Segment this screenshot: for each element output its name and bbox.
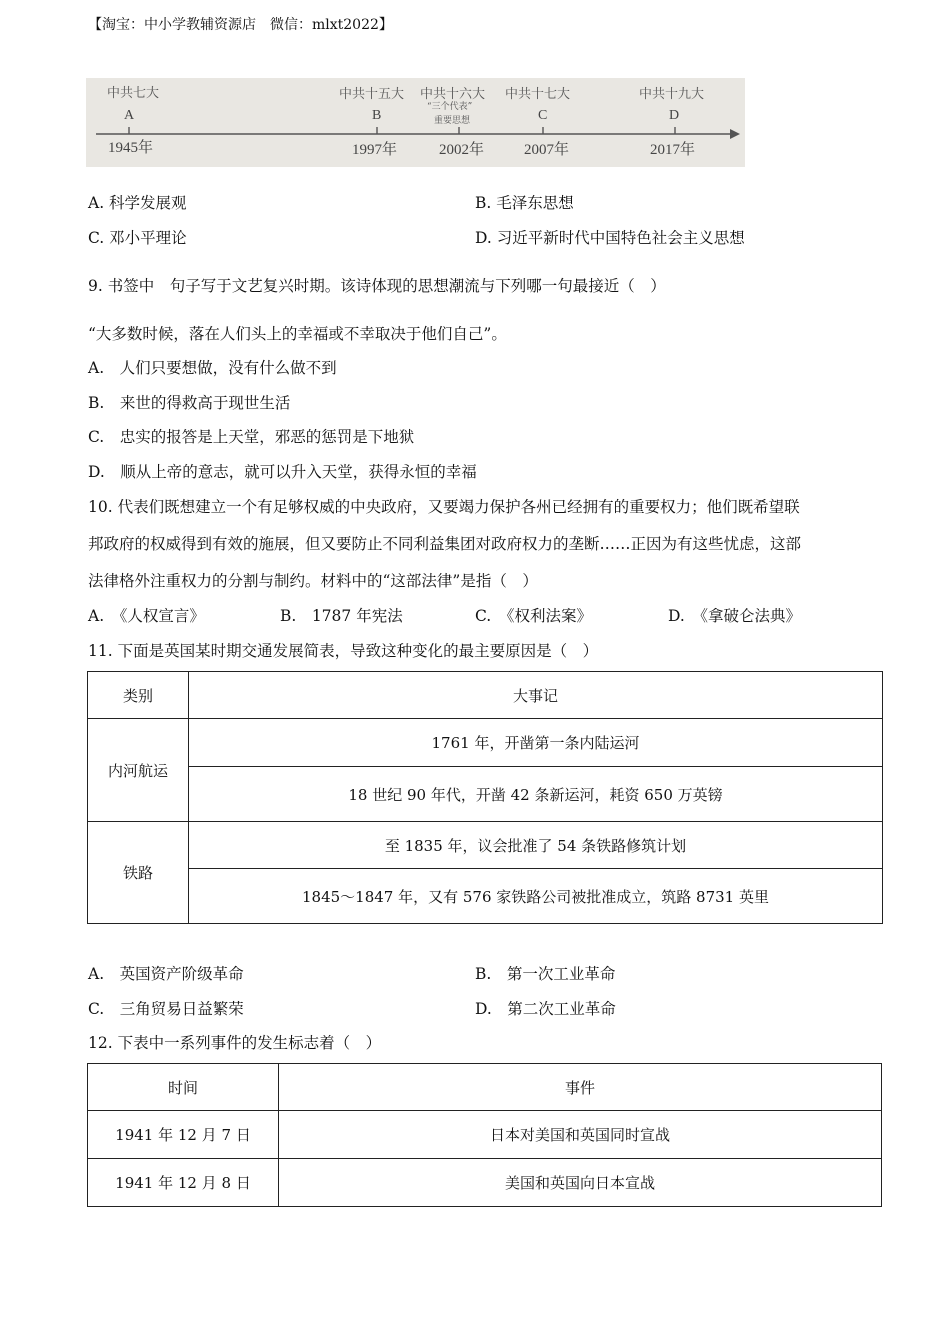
timeline-marker-c: C [538, 108, 548, 123]
q11-option-a[interactable]: A. 英国资产阶级革命 [88, 965, 244, 983]
timeline-label-19th: 中共十九大 [639, 87, 705, 102]
timeline-year-2002: 2002年 [439, 142, 485, 158]
q11-header-events: 大事记 [189, 672, 883, 719]
q12-row-event: 日本对美国和英国同时宣战 [279, 1111, 882, 1159]
q11-category-railway: 铁路 [88, 822, 189, 924]
q11-event-cell: 至 1835 年，议会批准了 54 条铁路修筑计划 [189, 822, 883, 869]
q12-table [87, 1063, 882, 1207]
q11-table [87, 671, 883, 924]
q11-option-b[interactable]: B. 第一次工业革命 [475, 965, 616, 983]
q8-option-b[interactable]: B. 毛泽东思想 [475, 194, 574, 212]
timeline-sub-important-thought: 重要思想 [434, 116, 471, 126]
q12-row-event: 美国和英国向日本宣战 [279, 1159, 882, 1207]
q10-option-c[interactable]: C. 《权利法案》 [475, 607, 592, 625]
q10-stem-line-1: 10. 代表们既想建立一个有足够权威的中央政府，又要竭力保护各州已经拥有的重要权力；他们既希望联 [88, 498, 800, 516]
page-header: 【淘宝：中小学教辅资源店 微信：mlxt2022】 [88, 17, 393, 33]
timeline-marker-a: A [124, 108, 135, 123]
timeline-marker-b: B [372, 108, 382, 123]
q11-stem: 11. 下面是英国某时期交通发展简表，导致这种变化的最主要原因是（ ） [88, 642, 599, 660]
q12-row-time: 1941 年 12 月 8 日 [88, 1159, 279, 1207]
timeline-year-1997: 1997年 [352, 142, 398, 158]
q8-option-c[interactable]: C. 邓小平理论 [88, 229, 187, 247]
q11-option-d[interactable]: D. 第二次工业革命 [475, 1000, 616, 1018]
q12-header-time: 时间 [88, 1064, 279, 1111]
q11-event-cell: 1845～1847 年，又有 576 家铁路公司被批准成立，筑路 8731 英里 [189, 869, 883, 924]
q12-header-event: 事件 [279, 1064, 882, 1111]
timeline-year-2017: 2017年 [650, 142, 696, 158]
q11-event-cell: 1761 年，开凿第一条内陆运河 [189, 719, 883, 767]
q10-option-b[interactable]: B. 1787 年宪法 [280, 607, 403, 625]
q12-stem: 12. 下表中一系列事件的发生标志着（ ） [88, 1034, 382, 1052]
timeline-label-7th: 中共七大 [107, 86, 160, 101]
q11-option-c[interactable]: C. 三角贸易日益繁荣 [88, 1000, 244, 1018]
q8-option-a[interactable]: A. 科学发展观 [88, 194, 187, 212]
timeline-label-16th: 中共十六大 [420, 87, 486, 102]
q8-option-d[interactable]: D. 习近平新时代中国特色社会主义思想 [475, 229, 745, 247]
timeline-label-15th: 中共十五大 [339, 87, 405, 102]
q9-option-c[interactable]: C. 忠实的报答是上天堂，邪恶的惩罚是下地狱 [88, 428, 415, 446]
q9-option-a[interactable]: A. 人们只要想做，没有什么做不到 [88, 359, 337, 377]
q9-option-b[interactable]: B. 来世的得救高于现世生活 [88, 394, 291, 412]
q11-header-category: 类别 [88, 672, 189, 719]
q10-option-a[interactable]: A. 《人权宣言》 [88, 607, 205, 625]
q11-event-cell: 18 世纪 90 年代，开凿 42 条新运河，耗资 650 万英镑 [189, 767, 883, 822]
q10-option-d[interactable]: D. 《拿破仑法典》 [668, 607, 802, 625]
q9-quote: “大多数时候，落在人们头上的幸福或不幸取决于他们自己”。 [88, 325, 507, 343]
q11-category-inland-waterway: 内河航运 [88, 719, 189, 822]
timeline-year-2007: 2007年 [524, 142, 570, 158]
q9-option-d[interactable]: D. 顺从上帝的意志，就可以升入天堂，获得永恒的幸福 [88, 463, 477, 481]
q9-stem: 9. 书签中 句子写于文艺复兴时期。该诗体现的思想潮流与下列哪一句最接近（ ） [88, 277, 666, 295]
timeline-year-1945: 1945年 [108, 140, 154, 156]
q12-row-time: 1941 年 12 月 7 日 [88, 1111, 279, 1159]
q10-stem-line-2: 邦政府的权威得到有效的施展，但又要防止不同利益集团对政府权力的垄断……正因为有这些忧虑，这部 [88, 535, 802, 553]
timeline-label-17th: 中共十七大 [505, 87, 571, 102]
timeline-sub-three-represents: “三个代表” [427, 102, 473, 112]
timeline-marker-d: D [669, 108, 680, 123]
q10-stem-line-3: 法律格外注重权力的分割与制约。材料中的“这部法律”是指（ ） [88, 572, 538, 590]
timeline-figure [86, 78, 745, 167]
